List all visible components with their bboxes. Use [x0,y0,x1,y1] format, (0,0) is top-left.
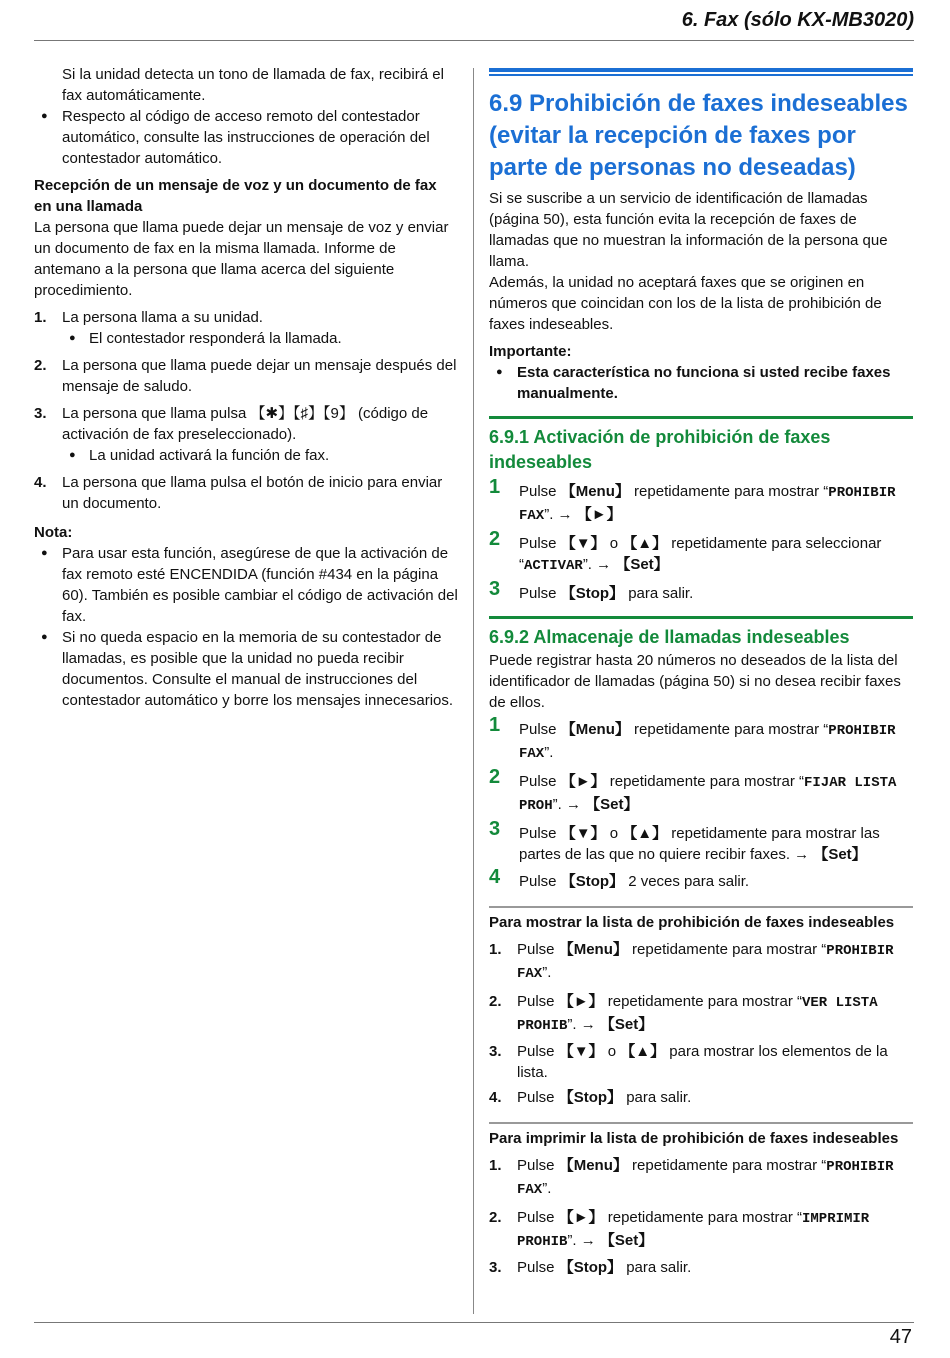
numbered-step: 3. Pulse 【▼】 o 【▲】 para mostrar los elementos de la lista. [489,1043,888,1081]
section-rule [489,68,913,76]
key-label: 【►】 [560,773,606,790]
numbered-step: 3 Pulse 【▼】 o 【▲】 repetidamente para mostrar las partes de las que no quiere recibir faxes. → 【Set】 [489,818,880,863]
key-label: 【Stop】 [558,1089,623,1106]
step-number: 1. [489,1157,502,1174]
key-label: 【Set】 [615,556,669,573]
step-number: 1. [34,309,47,326]
numbered-step [34,307,458,328]
key-label: 【►】 [558,993,604,1010]
step-number: 2. [34,357,47,374]
left-column [34,64,458,711]
subsection-rule [489,416,913,419]
step-number: 3. [34,405,47,422]
paragraph: Puede registrar hasta 20 números no deseados de la lista del identificador de llamadas (página 50) si no desea recibir faxes de ellos. [489,652,901,711]
numbered-step: 1 Pulse 【Menu】 repetidamente para mostrar “PROHIBIR FAX”. → 【►】 [489,476,896,524]
key-label: 【Set】 [599,1232,654,1249]
note-label: Nota: [34,524,73,541]
display-text: PROHIBIR FAX [517,943,894,982]
numbered-step: 1 Pulse 【Menu】 repetidamente para mostrar “PROHIBIR FAX”. [489,714,896,762]
step-text: La persona que llama puede dejar un mensaje después del mensaje de saludo. [62,357,457,395]
paragraph: La persona que llama puede dejar un mensaje de voz y enviar un documento de fax en la misma llamada. Informe de antemano a la persona que llama acerca del siguiente procedimiento. [34,219,449,299]
sub-bullet: ● El contestador responderá la llamada. [34,328,458,349]
key-label: 【Set】 [599,1016,654,1033]
key-label: 【▼】 [558,1043,604,1060]
step-number: 3 [489,818,501,840]
important-item: ● Esta característica no funciona si usted recibe faxes manualmente. [489,362,913,404]
subheading-rule [489,906,913,908]
key-label: 【►】 [558,1209,604,1226]
numbered-step: 1. Pulse 【Menu】 repetidamente para mostrar “PROHIBIR FAX”. [489,941,894,982]
step-text: La persona que llama pulsa el botón de inicio para enviar un documento. [62,474,443,512]
numbered-step: 1. Pulse 【Menu】 repetidamente para mostrar “PROHIBIR FAX”. [489,1157,894,1198]
key-label: 【Menu】 [560,721,630,738]
display-text: PROHIBIR FAX [519,485,896,524]
step-number: 2. [489,1209,502,1226]
key-label: 【▼】 [560,825,606,842]
sub-bullet: ● La unidad activará la función de fax. [34,445,458,466]
numbered-step: 3 Pulse 【Stop】 para salir. [489,578,694,602]
header-rule [34,40,914,41]
step-number: 4. [34,474,47,491]
step-number: 1 [489,476,501,498]
numbered-step [34,355,458,397]
paragraph: Si se suscribe a un servicio de identificación de llamadas (página 50), esta función evita la recepción de faxes de llamadas que no muestran la información de la persona que llama. [489,190,888,270]
display-text: VER LISTA PROHIB [517,995,878,1034]
display-text: IMPRIMIR PROHIB [517,1211,870,1250]
step-number: 4. [489,1089,502,1106]
step-number: 2. [489,993,502,1010]
key-label: 【►】 [576,506,622,523]
key-label: 【▲】 [622,535,668,552]
step-text: La persona llama a su unidad. [62,309,263,326]
numbered-step: 3. Pulse 【Stop】 para salir. [489,1259,692,1276]
step-number: 1. [489,941,502,958]
step-number: 2 [489,766,501,788]
display-text: PROHIBIR FAX [519,723,896,762]
display-text: FIJAR LISTA PROH [519,775,897,814]
numbered-step: 2 Pulse 【▼】 o 【▲】 repetidamente para seleccionar “ACTIVAR”. → 【Set】 [489,528,882,574]
right-column [489,64,913,1278]
step-number: 3. [489,1043,502,1060]
step-text: La persona que llama pulsa 【✱】【♯】【9】 (código de activación de fax preseleccionado). [62,405,429,443]
display-text: ACTIVAR [524,558,583,574]
numbered-step: 2 Pulse 【►】 repetidamente para mostrar “FIJAR LISTA PROH”. → 【Set】 [489,766,897,814]
key-label: 【Stop】 [558,1259,623,1276]
step-number: 3 [489,578,501,600]
numbered-step: 2. Pulse 【►】 repetidamente para mostrar “VER LISTA PROHIB”. → 【Set】 [489,993,878,1034]
bullet-item: ● Para usar esta función, asegúrese de que la activación de fax remoto esté ENCENDIDA (función #434 en la página 60). También es posible cambiar el código de activación del fax. [34,543,458,627]
key-label: 【Menu】 [558,941,628,958]
numbered-step: 2. Pulse 【►】 repetidamente para mostrar “IMPRIMIR PROHIB”. → 【Set】 [489,1209,870,1250]
footer-rule [34,1322,914,1323]
step-number: 1 [489,714,501,736]
step-number: 4 [489,866,501,888]
key-label: 【Menu】 [560,483,630,500]
key-label: 【Stop】 [560,585,625,602]
column-divider [473,68,474,1314]
bullet-item: ● Si no queda espacio en la memoria de su contestador de llamadas, es posible que la unidad no pueda recibir documentos. Consulte el manual de instrucciones del contestador automático y borre los mensajes innecesarios. [34,627,458,711]
subheading: Para imprimir la lista de prohibición de faxes indeseables [489,1130,899,1147]
page-number: 47 [889,1326,912,1348]
key-label: 【Menu】 [558,1157,628,1174]
step-number: 2 [489,528,501,550]
key-label: 【▲】 [620,1043,666,1060]
section-title: 6.9 Prohibición de faxes indeseables (evitar la recepción de faxes por parte de personas no deseadas) [489,90,908,181]
numbered-step [34,403,458,445]
subheading-rule [489,1122,913,1124]
page-header-title: 6. Fax (sólo KX-MB3020) [681,9,914,31]
subheading: Para mostrar la lista de prohibición de faxes indeseables [489,914,895,931]
key-label: 【▲】 [622,825,668,842]
step-number: 3. [489,1259,502,1276]
paragraph: Si la unidad detecta un tono de llamada de fax, recibirá el fax automáticamente. [62,66,444,104]
display-text: PROHIBIR FAX [517,1159,894,1198]
key-label: 【Set】 [813,846,867,863]
subsection-rule [489,616,913,619]
bullet-item: ● Respecto al código de acceso remoto del contestador automático, consulte las instrucciones de operación del contestador automático. [34,106,458,169]
key-label: 【Set】 [585,796,639,813]
numbered-step: 4. Pulse 【Stop】 para salir. [489,1089,692,1106]
key-label: 【▼】 [560,535,606,552]
subsection-heading: Recepción de un mensaje de voz y un documento de fax en una llamada [34,177,437,215]
numbered-step [34,472,458,514]
numbered-step: 4 Pulse 【Stop】 2 veces para salir. [489,866,750,890]
paragraph: Además, la unidad no aceptará faxes que se originen en números que coincidan con los de la lista de prohibición de faxes indeseables. [489,274,882,333]
important-label: Importante: [489,343,572,360]
subsection-title: 6.9.1 Activación de prohibición de faxes indeseables [489,427,831,472]
subsection-title: 6.9.2 Almacenaje de llamadas indeseables [489,627,850,647]
key-label: 【Stop】 [560,873,625,890]
